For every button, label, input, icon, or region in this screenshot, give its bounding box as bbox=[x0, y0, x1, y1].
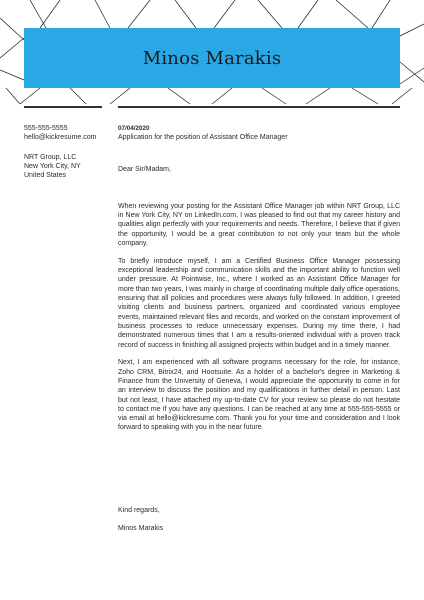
sender-contact bbox=[24, 124, 114, 143]
letter-subject: Application for the position of Assistant Office Manager bbox=[118, 134, 288, 142]
applicant-name: Minos Marakis bbox=[142, 47, 282, 69]
contact-column bbox=[24, 124, 114, 190]
right-divider bbox=[118, 106, 400, 108]
sender-phone: 555-555-5555 bbox=[24, 125, 68, 132]
name-banner bbox=[24, 28, 400, 88]
recipient-company: NRT Group, LLC bbox=[24, 153, 77, 161]
recipient-city: New York City, NY bbox=[24, 162, 81, 170]
letter-closing-block bbox=[118, 506, 400, 534]
recipient-address bbox=[24, 153, 114, 181]
left-divider bbox=[24, 106, 102, 108]
letter-body bbox=[118, 124, 400, 533]
paragraph-skills: Next, I am experienced with all software programs necessary for the role, for instance, Zoho CRM, Bitrix24, and Hootsuite. As a holder of a bachelor's degree in Marketing & Finance from the University of Geneva, I would appreciate the opportunity to come in for an interview to discuss the position and my qualifications in further detail in person. Last but not least, I have attached my up-to-date CV for your review so please do not hesitate to contact me if you have any questions. I can be reached at any time at 555-555-5555 or via email at hello@kickresume.com. Thank you for your time and consideration and I look forward to speaking with you in the near future. bbox=[118, 359, 400, 432]
letter-closing: Kind regards, bbox=[118, 506, 160, 514]
recipient-country: United States bbox=[24, 172, 67, 180]
paragraph-experience: To briefly introduce myself, I am a Certified Business Office Manager possessing exceptional leadership and communication skills and the important ability to function well under pressure. At Pointwise, Inc., where I worked as an Assistant Office Manager for more than two years, I was mainly in charge of coordinating multiple daily office operations, ensuring that all policies and procedures were always fully followed. In addition, I greeted visiting clients and business partners, organized and coordinated various employee events, maintained relevant files and records, and worked on the constant improvement of business processes to reduce unnecessary expenses. During my time there, I had demonstrated numerous times that I am a results-oriented individual with a proven track record of success in finishing all assigned projects within budget and in a timely manner. bbox=[118, 257, 400, 349]
letter-date: 07/04/2020 bbox=[118, 125, 150, 132]
sender-email: hello@kickresume.com bbox=[24, 134, 97, 142]
paragraph-intro: When reviewing your posting for the Assistant Office Manager job within NRT Group, LLC in New York City, NY on LinkedIn.com, I was pleased to find out that my career history and qualities align perfectly with your requirements and needs. Therefore, I believe that if given the opportunity, I would be a great contribution to not only your team but the whole company. bbox=[118, 202, 400, 248]
letter-salutation: Dear Sir/Madam, bbox=[118, 165, 171, 173]
letter-signature: Minos Marakis bbox=[118, 525, 164, 533]
